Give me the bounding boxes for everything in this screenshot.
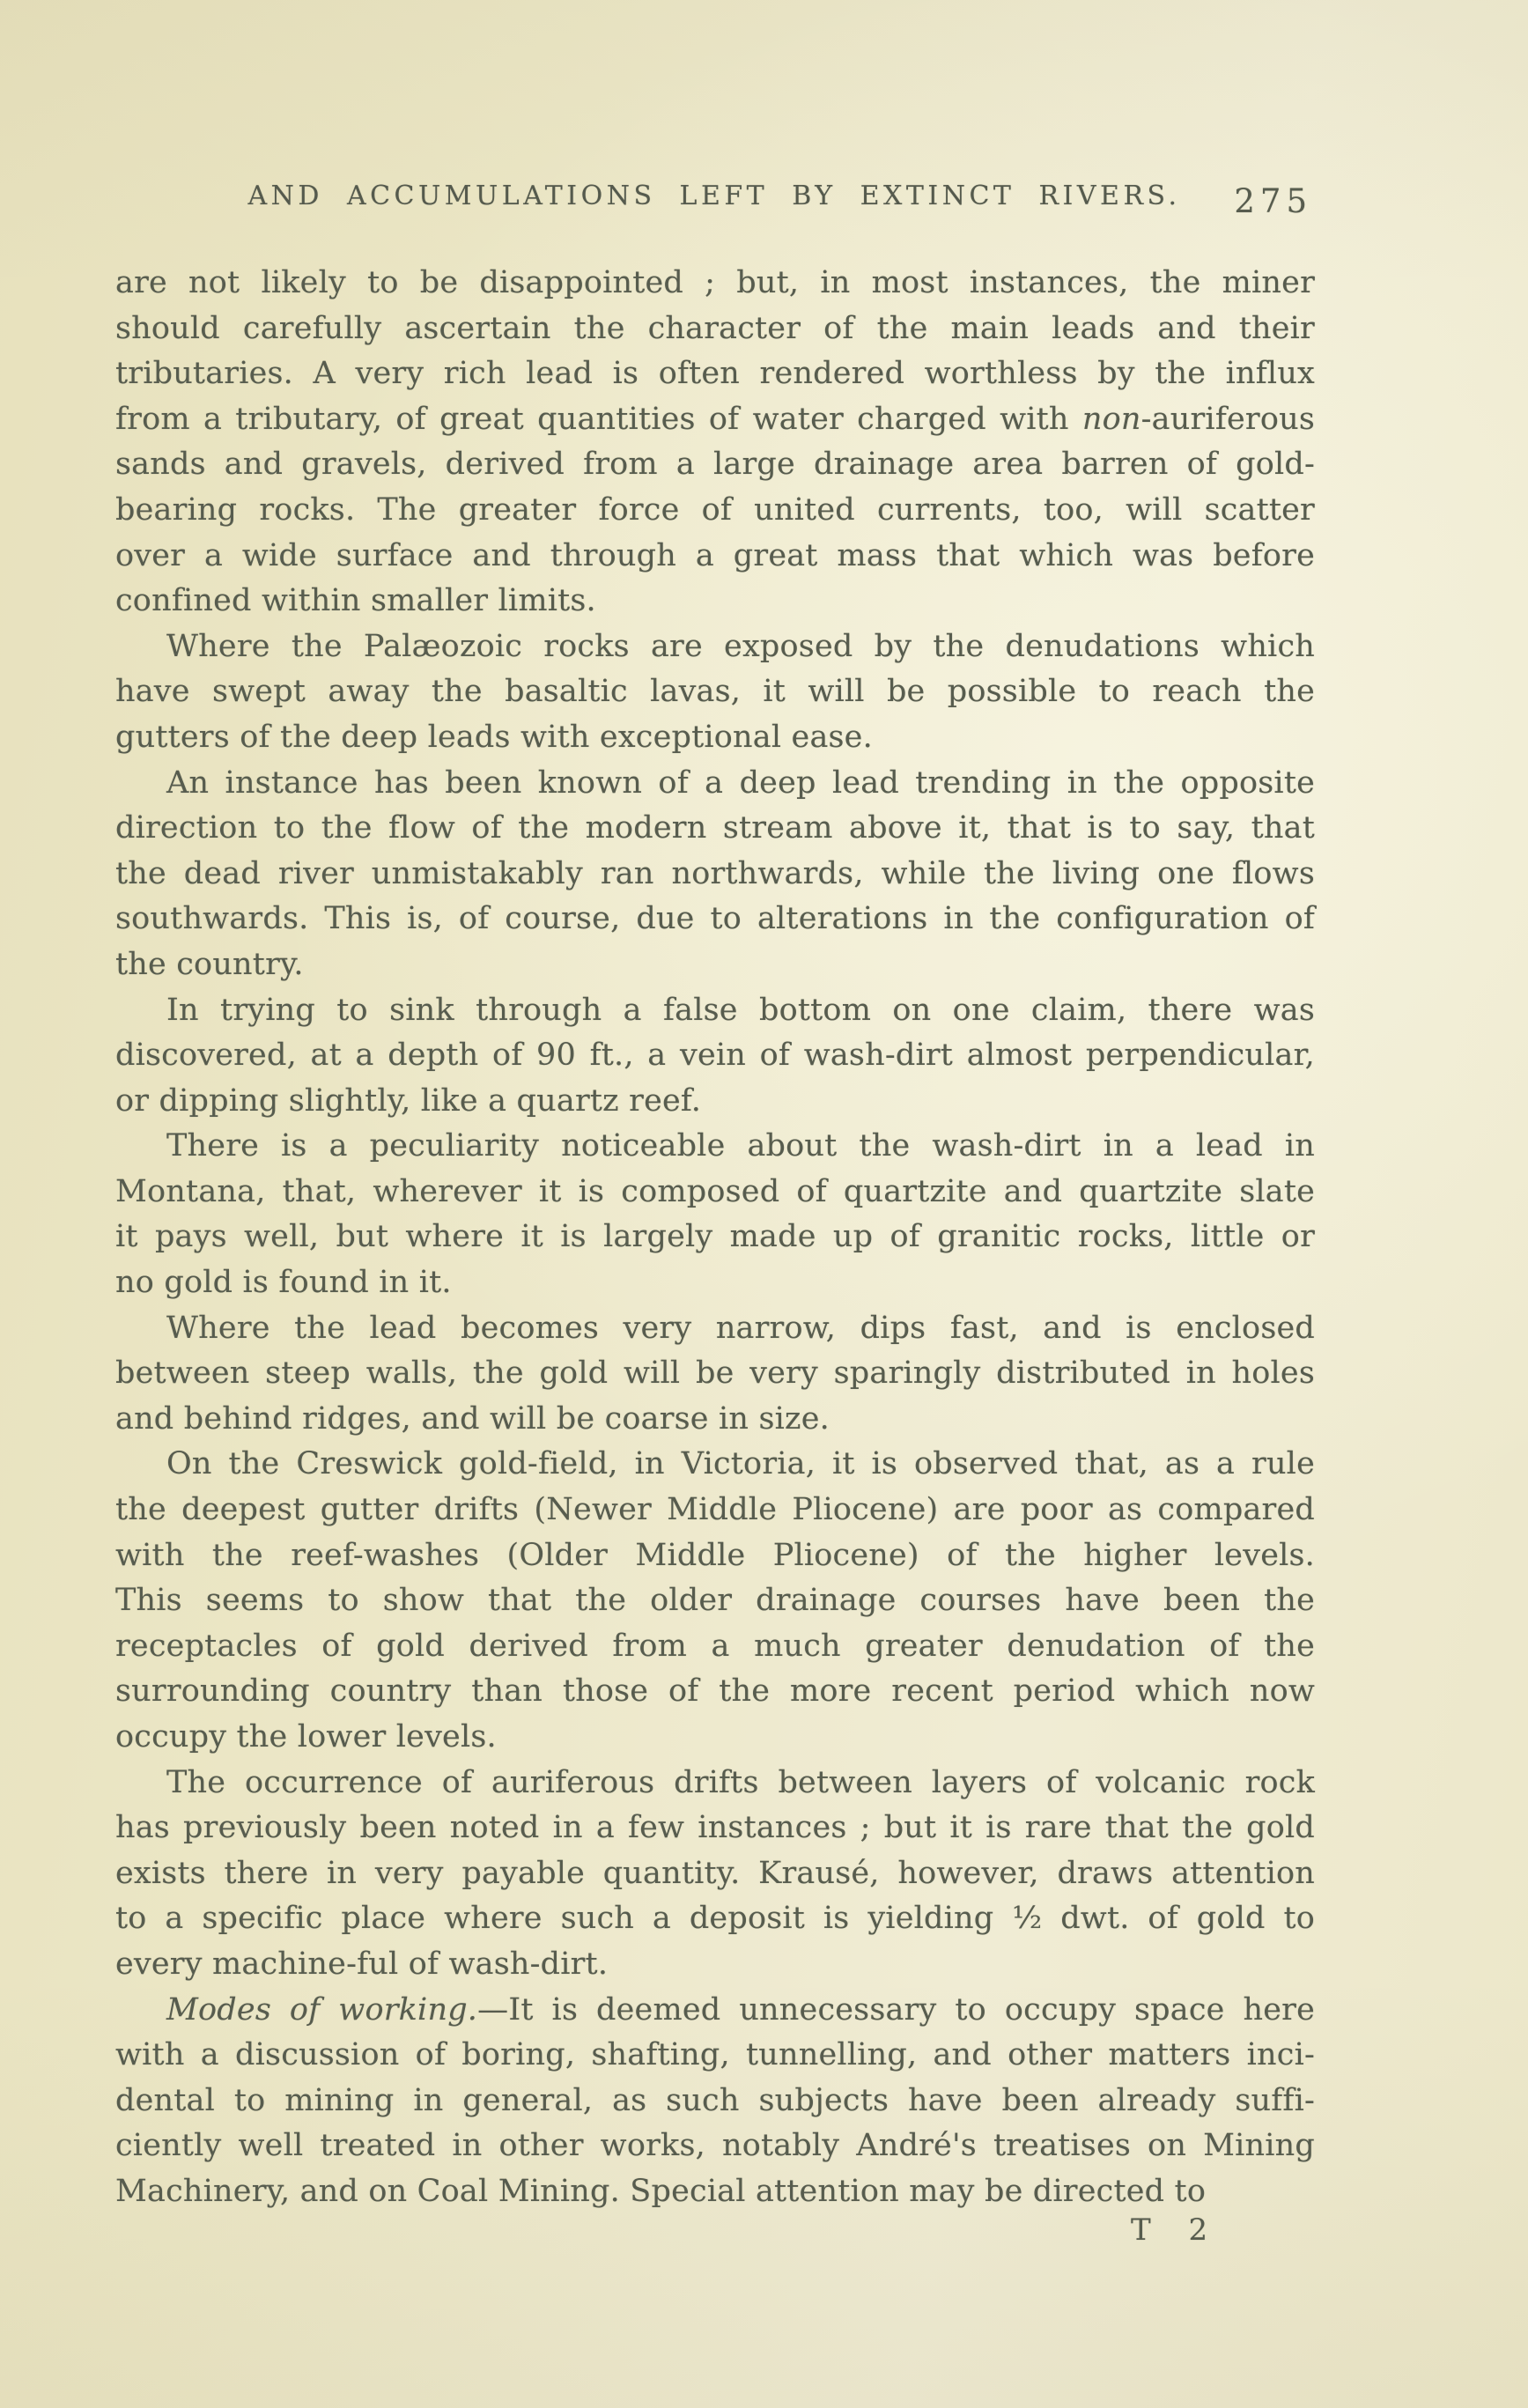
text-segment: southwards. This is, of course, due to alterations in the configuration of [115,901,1315,937]
text-line [115,1351,1315,1397]
text-segment: over a wide surface and through a great mass that which was before [115,537,1315,573]
text-segment: sands and gravels, derived from a large drainage area barren of gold- [115,447,1315,483]
text-segment: with the reef-washes (Older Middle Pliocene) of the higher levels. [115,1537,1315,1573]
text-line [115,1306,1315,1352]
text-segment: confined within smaller limits. [115,583,596,619]
text-line [115,852,1315,897]
text-line [115,2169,1315,2215]
text-segment: gutters of the deep leads with exceptional ease. [115,719,873,755]
text-segment: has previously been noted in a few instances ; but it is rare that the gold [115,1810,1315,1846]
text-segment: to a specific place where such a deposit is yielding ½ dwt. of gold to [115,1901,1315,1937]
text-segment: exists there in very payable quantity. Krausé, however, draws attention [115,1855,1315,1891]
text-segment: the dead river unmistakably ran northwards, while the living one flows [115,855,1315,891]
text-line [115,1851,1315,1897]
text-line [115,669,1315,715]
text-line [115,715,1315,761]
text-line [115,1578,1315,1624]
text-segment: have swept away the basaltic lavas, it will be possible to reach the [115,674,1315,710]
text-segment: receptacles of gold derived from a much greater denudation of the [115,1628,1315,1664]
text-line [115,488,1315,534]
text-line [115,1988,1315,2034]
page-number: 275 [1234,182,1312,220]
text-line [115,1761,1315,1806]
text-line [115,261,1315,307]
text-segment: Machinery, and on Coal Mining. Special attention may be directed to [115,2173,1207,2209]
text-line [115,1669,1315,1715]
text-segment: occupy the lower levels. [115,1719,497,1754]
text-line [115,397,1315,443]
text-segment: dental to mining in general, as such subjects have been already suffi- [115,2082,1315,2118]
text-segment: bearing rocks. The greater force of united currents, too, will scatter [115,491,1315,528]
text-segment: tributaries. A very rich lead is often rendered worthless by the influx [115,356,1315,392]
text-segment: There is a peculiarity noticeable about the wash-dirt in a lead in [166,1128,1315,1164]
text-line [115,1533,1315,1579]
text-line [115,2033,1315,2079]
text-segment: The occurrence of auriferous drifts between layers of volcanic rock [166,1764,1315,1800]
text-line [115,1397,1315,1443]
running-header [114,181,1314,225]
text-segment: An instance has been known of a deep lead trending in the opposite [166,765,1315,801]
text-segment: In trying to sink through a false bottom on one claim, there was [166,992,1315,1028]
text-line [115,897,1315,942]
text-line [115,1170,1315,1215]
text-segment: direction to the flow of the modern stream above it, that is to say, that [115,810,1315,846]
text-segment: the deepest gutter drifts (Newer Middle Pliocene) are poor as compared [115,1492,1315,1528]
text-segment: between steep walls, the gold will be very sparingly distributed in holes [115,1355,1315,1392]
text-segment: it pays well, but where it is largely made up of granitic rocks, little or [115,1219,1315,1255]
text-segment: with a discussion of boring, shafting, tunnelling, and other matters inci- [115,2037,1315,2073]
italic-text-segment: Modes of working. [166,1991,478,2028]
text-segment: -auriferous [1140,401,1315,437]
text-segment: no gold is found in it. [115,1265,452,1301]
text-segment: or dipping slightly, like a quartz reef. [115,1082,702,1119]
text-line [115,2079,1315,2124]
text-segment: every machine-ful of wash-dirt. [115,1946,609,1982]
text-line [115,942,1315,988]
text-segment: discovered, at a depth of 90 ft., a vein of wash-dirt almost perpendicular, [115,1038,1315,1074]
text-line [115,351,1315,397]
signature-mark: T 2 [1131,2212,1222,2248]
italic-text-segment: non [1081,401,1141,437]
text-segment: Montana, that, wherever it is composed of quartzite and quartzite slate [115,1173,1315,1209]
text-line [115,806,1315,852]
text-segment: are not likely to be disappointed ; but, in most instances, the miner [115,265,1315,300]
text-line [115,579,1315,624]
text-segment: ciently well treated in other works, notably André's treatises on Mining [115,2128,1315,2164]
text-segment: from a tributary, of great quantities of water charged with [115,401,1082,437]
text-line [115,988,1315,1034]
text-line [115,761,1315,807]
text-segment: On the Creswick gold-field, in Victoria, it is observed that, as a rule [166,1446,1315,1482]
text-line [115,534,1315,580]
text-line [115,1442,1315,1488]
text-segment: —It is deemed unnecessary to occupy space here [477,1991,1315,2028]
text-line [115,1488,1315,1533]
running-header-title: AND ACCUMULATIONS LEFT BY EXTINCT RIVERS. [247,181,1181,211]
text-line [115,1896,1315,1942]
text-line [115,1942,1315,1988]
text-segment: and behind ridges, and will be coarse in size. [115,1400,830,1437]
text-line [115,442,1315,488]
text-line [115,1260,1315,1306]
text-segment: should carefully ascertain the character of the main leads and their [115,310,1315,346]
text-segment: surrounding country than those of the more recent period which now [115,1673,1315,1710]
text-line [115,1033,1315,1079]
text-segment: the country. [115,946,304,982]
text-line [115,1124,1315,1170]
text-segment: This seems to show that the older drainage courses have been the [115,1583,1315,1619]
page-text [115,261,1315,2215]
text-segment: Where the lead becomes very narrow, dips fast, and is enclosed [166,1310,1315,1346]
text-line [115,307,1315,352]
text-line [115,1624,1315,1670]
text-line [115,1079,1315,1125]
text-line [115,1806,1315,1851]
text-line [115,624,1315,670]
text-segment: Where the Palæozoic rocks are exposed by the denudations which [166,628,1315,664]
text-line [115,1715,1315,1761]
text-line [115,1215,1315,1260]
text-line [115,2124,1315,2169]
